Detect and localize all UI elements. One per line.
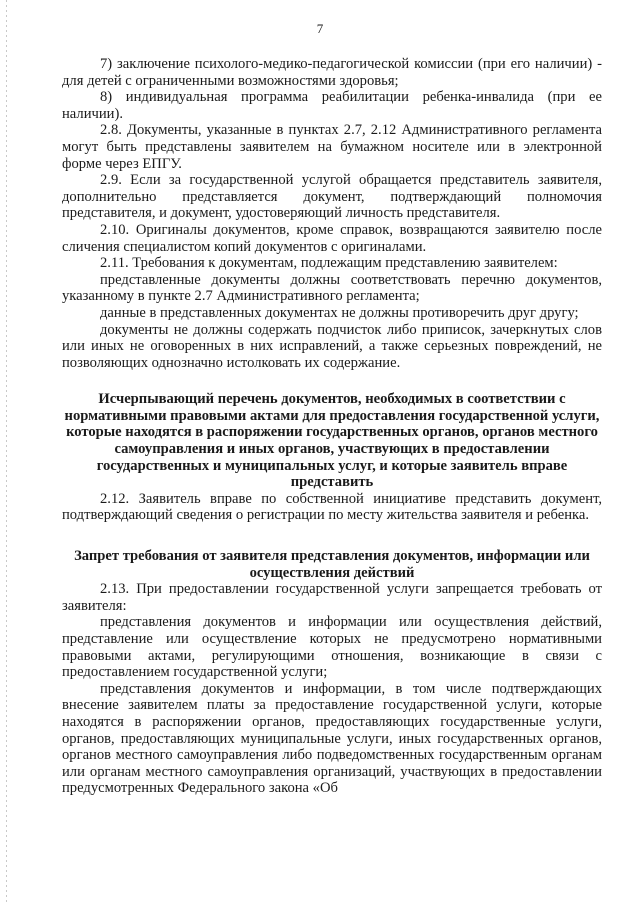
- scan-edge-line: [6, 0, 7, 905]
- page-number: 7: [316, 21, 324, 36]
- document-body: [62, 56, 602, 797]
- clause-2-13-item-1: представления документов и информации или осуществления действий, представление или осуществление которых не предусмотрено нормативными правовыми актами, регулирующими отношения, возникающие в связи с предоставлением государственной услуги;: [62, 614, 602, 681]
- section-heading-prohibition: Запрет требования от заявителя представления документов, информации или осуществления действий: [74, 548, 590, 581]
- clause-2-13-item-2: представления документов и информации, в том числе подтверждающих внесение заявителем платы за предоставление государственной услуги, которые находятся в распоряжении органов, предоставляющих государственные услуги, органов, предоставляющих муниципальные услуги, иных государственных органов, органов местного самоуправления либо подведомственных государственным органам или органам местного самоуправления организаций, участвующих в предоставлении предусмотренных Федерального закона «Об: [62, 680, 602, 797]
- list-item-7: 7) заключение психолого-медико-педагогической комиссии (при его наличии) - для детей с ограниченными возможностями здоровья;: [62, 56, 602, 89]
- clause-2-11: 2.11. Требования к документам, подлежащим представлению заявителем:: [100, 255, 558, 272]
- clause-2-13: 2.13. При предоставлении государственной услуги запрещается требовать от заявителя:: [62, 581, 602, 614]
- clause-2-8: 2.8. Документы, указанные в пунктах 2.7, 2.12 Административного регламента могут быть представлены заявителем на бумажном носителе или в электронной форме через ЕПГУ.: [62, 122, 602, 172]
- clause-2-9: 2.9. Если за государственной услугой обращается представитель заявителя, дополнительно представляется документ, подтверждающий полномочия представителя, и документ, удостоверяющий личность представителя.: [62, 172, 602, 222]
- clause-2-11-req-2: данные в представленных документах не должны противоречить друг другу;: [100, 304, 579, 321]
- list-item-8: 8) индивидуальная программа реабилитации ребенка-инвалида (при ее наличии).: [62, 89, 602, 122]
- clause-2-10: 2.10. Оригиналы документов, кроме справок, возвращаются заявителю после сличения специалистом копий документов с оригиналами.: [62, 221, 602, 255]
- section-heading-documents-list: Исчерпывающий перечень документов, необходимых в соответствии с нормативными правовыми актами для предоставления государственной услуги, которые находятся в распоряжении государственных органов, органов местного самоуправления и иных органов, участвующих в предоставлении государственных и муниципальных услуг, и которые заявитель вправе представить: [64, 391, 600, 491]
- clause-2-11-req-1: представленные документы должны соответствовать перечню документов, указанному в пункте 2.7 Административного регламента;: [62, 271, 602, 305]
- clause-2-12: 2.12. Заявитель вправе по собственной инициативе представить документ, подтверждающий сведения о регистрации по месту жительства заявителя и ребенка.: [62, 490, 602, 524]
- clause-2-11-req-3: документы не должны содержать подчисток либо приписок, зачеркнутых слов или иных не оговоренных в них исправлений, а также серьезных повреждений, не позволяющих однозначно истолковать их содержание.: [62, 321, 602, 371]
